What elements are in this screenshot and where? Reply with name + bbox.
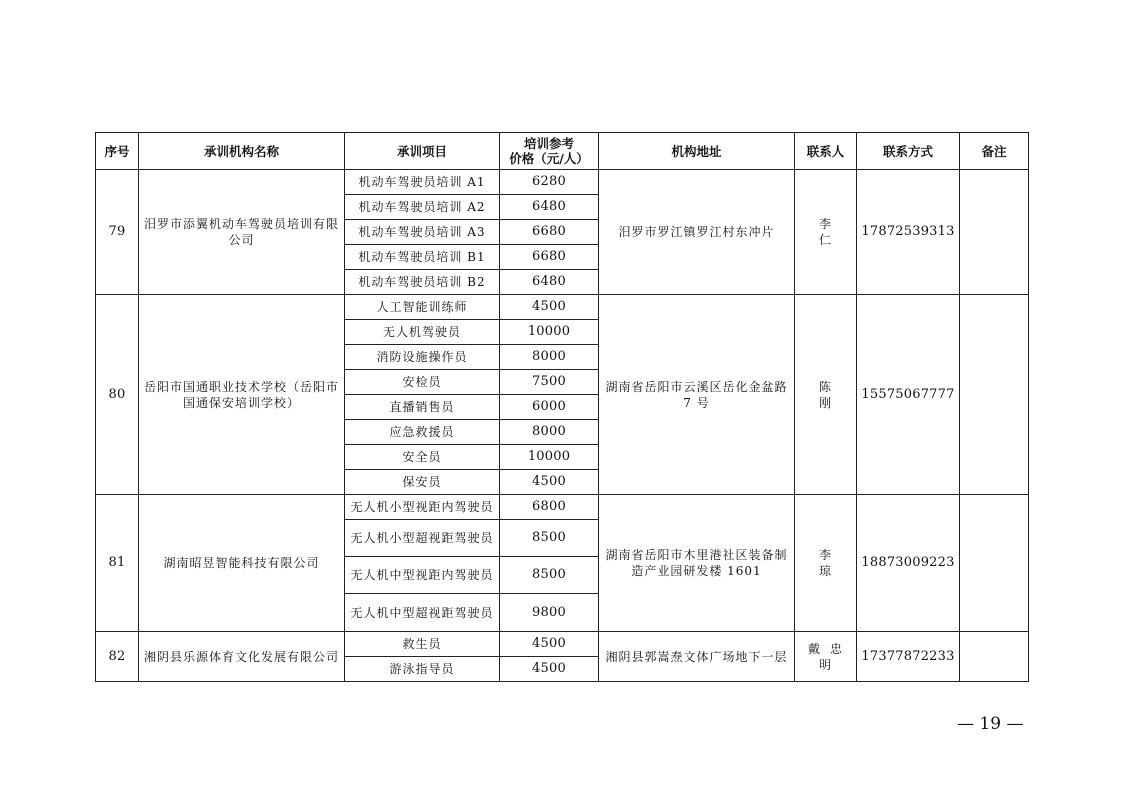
item-cell: 应急救援员 xyxy=(345,420,500,445)
phone-cell: 18873009223 xyxy=(857,495,960,632)
item-cell: 无人机驾驶员 xyxy=(345,320,500,345)
phone-cell: 17872539313 xyxy=(857,170,960,295)
item-cell: 保安员 xyxy=(345,470,500,495)
price-cell: 6280 xyxy=(500,170,599,195)
item-cell: 机动车驾驶员培训 B2 xyxy=(345,270,500,295)
price-cell: 6000 xyxy=(500,395,599,420)
price-cell: 6800 xyxy=(500,495,599,520)
price-cell: 4500 xyxy=(500,295,599,320)
price-cell: 4500 xyxy=(500,632,599,657)
note-cell xyxy=(960,632,1029,682)
item-cell: 无人机中型超视距驾驶员 xyxy=(345,594,500,632)
address-cell: 汨罗市罗江镇罗江村东冲片 xyxy=(599,170,795,295)
header-item: 承训项目 xyxy=(345,133,500,170)
item-cell: 游泳指导员 xyxy=(345,657,500,682)
table-row xyxy=(96,632,1029,657)
seq-cell: 80 xyxy=(96,295,139,495)
item-cell: 人工智能训练师 xyxy=(345,295,500,320)
seq-cell: 79 xyxy=(96,170,139,295)
header-note: 备注 xyxy=(960,133,1029,170)
contact-cell: 李 琼 xyxy=(795,495,857,632)
header-seq: 序号 xyxy=(96,133,139,170)
org-name-cell: 汨罗市添翼机动车驾驶员培训有限公司 xyxy=(139,170,345,295)
price-cell: 9800 xyxy=(500,594,599,632)
header-price xyxy=(500,133,599,170)
note-cell xyxy=(960,170,1029,295)
item-cell: 机动车驾驶员培训 A3 xyxy=(345,220,500,245)
item-cell: 直播销售员 xyxy=(345,395,500,420)
item-cell: 无人机中型视距内驾驶员 xyxy=(345,557,500,594)
note-cell xyxy=(960,295,1029,495)
price-cell: 4500 xyxy=(500,657,599,682)
address-cell: 湘阴县郭嵩焘文体广场地下一层 xyxy=(599,632,795,682)
contact-cell: 李 仁 xyxy=(795,170,857,295)
price-cell: 6480 xyxy=(500,270,599,295)
org-name-cell: 岳阳市国通职业技术学校（岳阳市国通保安培训学校） xyxy=(139,295,345,495)
header-price-line2: 价格（元/人） xyxy=(509,151,589,166)
table-row xyxy=(96,170,1029,195)
item-cell: 安全员 xyxy=(345,445,500,470)
item-cell: 无人机小型超视距驾驶员 xyxy=(345,520,500,557)
note-cell xyxy=(960,495,1029,632)
header-addr: 机构地址 xyxy=(599,133,795,170)
price-cell: 8000 xyxy=(500,420,599,445)
table-body xyxy=(96,170,1029,682)
price-cell: 8500 xyxy=(500,520,599,557)
training-institution-table xyxy=(95,132,1029,682)
price-cell: 4500 xyxy=(500,470,599,495)
price-cell: 7500 xyxy=(500,370,599,395)
phone-cell: 15575067777 xyxy=(857,295,960,495)
price-cell: 6680 xyxy=(500,245,599,270)
phone-cell: 17377872233 xyxy=(857,632,960,682)
item-cell: 无人机小型视距内驾驶员 xyxy=(345,495,500,520)
item-cell: 机动车驾驶员培训 A1 xyxy=(345,170,500,195)
seq-cell: 81 xyxy=(96,495,139,632)
seq-cell: 82 xyxy=(96,632,139,682)
address-cell: 湖南省岳阳市木里港社区装备制造产业园研发楼 1601 xyxy=(599,495,795,632)
contact-cell: 陈 刚 xyxy=(795,295,857,495)
price-cell: 8000 xyxy=(500,345,599,370)
address-cell: 湖南省岳阳市云溪区岳化金盆路 7 号 xyxy=(599,295,795,495)
header-price-line1: 培训参考 xyxy=(523,136,574,151)
item-cell: 消防设施操作员 xyxy=(345,345,500,370)
header-org: 承训机构名称 xyxy=(139,133,345,170)
header-contact: 联系人 xyxy=(795,133,857,170)
item-cell: 安检员 xyxy=(345,370,500,395)
item-cell: 救生员 xyxy=(345,632,500,657)
price-cell: 10000 xyxy=(500,320,599,345)
price-cell: 6680 xyxy=(500,220,599,245)
page-number: — 19 — xyxy=(957,714,1024,734)
item-cell: 机动车驾驶员培训 A2 xyxy=(345,195,500,220)
table-row xyxy=(96,295,1029,320)
header-row xyxy=(96,133,1029,170)
item-cell: 机动车驾驶员培训 B1 xyxy=(345,245,500,270)
header-phone: 联系方式 xyxy=(857,133,960,170)
org-name-cell: 湖南昭昱智能科技有限公司 xyxy=(139,495,345,632)
price-cell: 6480 xyxy=(500,195,599,220)
org-name-cell: 湘阴县乐源体育文化发展有限公司 xyxy=(139,632,345,682)
price-cell: 10000 xyxy=(500,445,599,470)
price-cell: 8500 xyxy=(500,557,599,594)
contact-cell: 戴忠明 xyxy=(795,632,857,682)
table-row xyxy=(96,495,1029,520)
